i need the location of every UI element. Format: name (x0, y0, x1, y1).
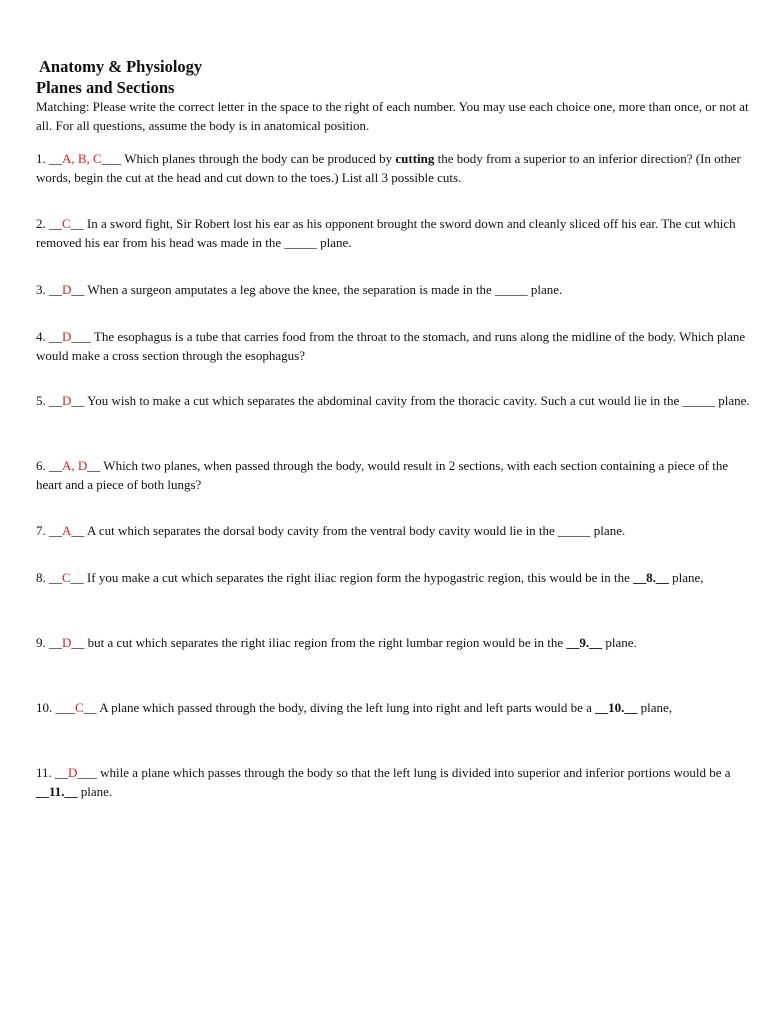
answer-blank-suffix: __ (70, 570, 87, 585)
answer-blank-suffix: __ (71, 523, 87, 538)
answer-blank-prefix: __ (49, 523, 62, 538)
question-9 (36, 634, 752, 653)
worksheet-page (36, 56, 752, 153)
answer: D (62, 393, 72, 408)
answer-blank-suffix: __ (71, 393, 88, 408)
answer-blank-suffix: ___ (77, 765, 101, 780)
question-10 (36, 699, 752, 718)
question-number: 6. (36, 458, 46, 473)
question-text: but a cut which separates the right iliac region from the right lumbar region would be in the (87, 635, 567, 650)
question-number: 1. (36, 151, 46, 166)
question-2 (36, 215, 752, 252)
answer-blank-suffix: __ (71, 635, 88, 650)
numbered-blank: __8.__ (633, 570, 669, 585)
answer-blank-prefix: __ (49, 635, 62, 650)
answer-blank-suffix: ___ Which planes through the body can be produced by (101, 151, 396, 166)
answer-blank-prefix: __ (49, 458, 62, 473)
answer-blank-suffix: __ (83, 700, 100, 715)
question-tail: plane. (77, 783, 113, 799)
question-8 (36, 569, 752, 588)
answer-blank-prefix: __ (49, 282, 62, 297)
answer: A, D (62, 458, 88, 473)
question-text: In a sword fight, Sir Robert lost his ear as his opponent brought the sword down and cleanly sliced off his ear. The cut which removed his ear from his head was made in the _____ plane. (36, 216, 736, 250)
question-7 (36, 522, 752, 541)
answer-blank-prefix: __ (49, 151, 62, 166)
question-text: while a plane which passes through the body so that the left lung is divided into superior and inferior portions would be a (100, 765, 731, 780)
worksheet-title: Anatomy & Physiology (39, 57, 203, 76)
answer-blank-prefix: __ (49, 570, 62, 585)
answer: C (62, 216, 71, 231)
question-11 (36, 764, 752, 801)
question-number: 5. (36, 393, 46, 408)
numbered-blank: __9.__ (566, 635, 603, 650)
question-text: You wish to make a cut which separates the abdominal cavity from the thoracic cavity. Such a cut would lie in the _____ plane. (87, 393, 750, 408)
answer: D (62, 282, 72, 297)
answer: A (62, 523, 72, 538)
answer-blank-prefix: __ (49, 393, 62, 408)
instructions: Matching: Please write the correct letter in the space to the right of each number. You may use each choice one, more than once, or not at all. For all questions, assume the body is in anatomical position. (36, 99, 749, 133)
answer: D (62, 329, 72, 344)
question-text: A cut which separates the dorsal body cavity from the ventral body cavity would lie in the _____ plane. (86, 523, 626, 538)
answer-blank-prefix: __ (55, 765, 69, 780)
question-number: 8. (36, 570, 46, 585)
question-text: the body from a superior to an inferior direction? (In other words, begin the cut at the head and cut down to the toes.) List all 3 possible cuts. (36, 151, 741, 185)
question-text: Which two planes, when passed through the body, would result in 2 sections, with each section containing a piece of the heart and a piece of both lungs? (36, 458, 729, 492)
question-1 (36, 150, 752, 187)
numbered-blank: __10.__ (595, 700, 638, 715)
question-text: The esophagus is a tube that carries food from the throat to the stomach, and runs along the midline of the body. Which plane would make a cross section through the esophagus? (36, 329, 746, 363)
question-number: 2. (36, 216, 46, 231)
answer-blank-suffix: __ (70, 216, 87, 231)
answer: D (68, 765, 78, 780)
answer-blank-prefix: __ (49, 329, 62, 344)
question-6 (36, 457, 752, 494)
question-tail: plane, (637, 700, 673, 715)
question-text: If you make a cut which separates the right iliac region form the hypogastric region, this would be in the (86, 570, 634, 585)
question-number: 10. (36, 700, 53, 715)
question-5 (36, 392, 752, 411)
answer: C (75, 700, 84, 715)
answer-blank-suffix: ___ (71, 329, 94, 344)
question-text: When a surgeon amputates a leg above the knee, the separation is made in the _____ plane. (87, 282, 563, 297)
answer: D (62, 635, 72, 650)
question-3 (36, 281, 752, 300)
answer: A, B, C (62, 151, 102, 166)
question-number: 7. (36, 523, 46, 538)
answer-blank-prefix: ___ (55, 700, 75, 715)
answer-blank-prefix: __ (49, 216, 62, 231)
question-text: A plane which passed through the body, diving the left lung into right and left parts would be a (99, 700, 596, 715)
answer: C (62, 570, 71, 585)
numbered-blank: __11.__ (36, 783, 78, 799)
question-tail: plane, (668, 570, 704, 585)
question-tail: plane. (602, 635, 637, 650)
worksheet-subtitle: Planes and Sections (36, 78, 175, 97)
answer-blank-suffix: __ (87, 458, 104, 473)
question-number: 3. (36, 282, 46, 297)
question-number: 11. (36, 765, 52, 780)
emphasis-text: cutting (395, 151, 435, 166)
question-number: 4. (36, 329, 46, 344)
answer-blank-suffix: __ (71, 282, 88, 297)
question-4 (36, 328, 752, 365)
question-number: 9. (36, 635, 46, 650)
